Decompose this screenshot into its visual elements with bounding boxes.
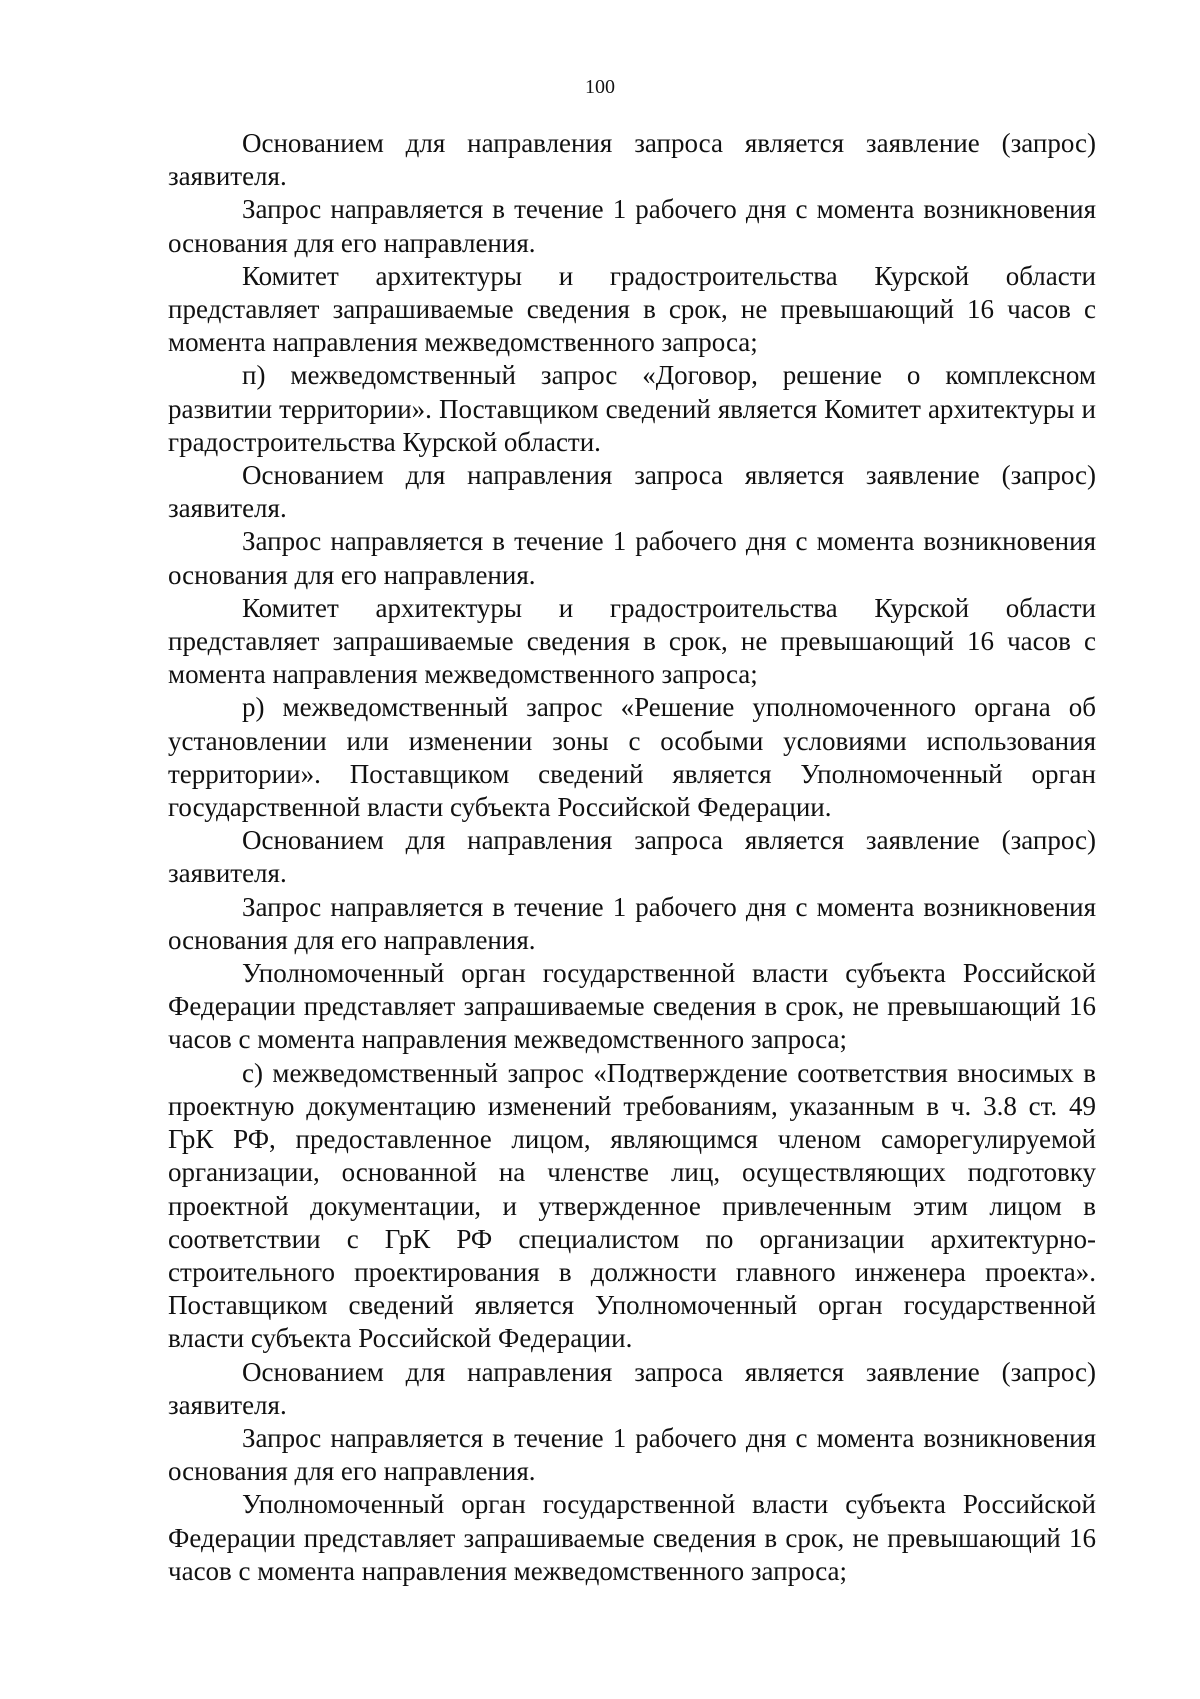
paragraph: Основанием для направления запроса является заявление (запрос) заявителя.: [168, 1356, 1096, 1420]
paragraph: п) межведомственный запрос «Договор, решение о комплексном развитии территории». Поставщиком сведений является Комитет архитектуры и градостроительства Курской области.: [168, 360, 1096, 457]
document-body: [168, 127, 1096, 1588]
paragraph: Уполномоченный орган государственной власти субъекта Российской Федерации представляет запрашиваемые сведения в срок, не превышающий 16 часов с момента направления межведомственного запроса;: [168, 1489, 1096, 1586]
paragraph: Основанием для направления запроса является заявление (запрос) заявителя.: [168, 825, 1096, 889]
paragraph: Комитет архитектуры и градостроительства Курской области представляет запрашиваемые сведения в срок, не превышающий 16 часов с момента направления межведомственного запроса;: [168, 592, 1096, 690]
paragraph: Уполномоченный орган государственной власти субъекта Российской Федерации представляет запрашиваемые сведения в срок, не превышающий 16 часов с момента направления межведомственного запроса;: [168, 958, 1096, 1055]
paragraph: Основанием для направления запроса является заявление (запрос) заявителя.: [168, 460, 1096, 524]
paragraph: Запрос направляется в течение 1 рабочего дня с момента возникновения основания для его направления.: [168, 526, 1096, 590]
paragraph: Запрос направляется в течение 1 рабочего дня с момента возникновения основания для его направления.: [168, 1422, 1096, 1487]
paragraph: Запрос направляется в течение 1 рабочего дня с момента возникновения основания для его направления.: [168, 891, 1096, 955]
paragraph: Запрос направляется в течение 1 рабочего дня с момента возникновения основания для его направления.: [168, 194, 1096, 258]
page-number: 100: [585, 76, 615, 98]
paragraph: с) межведомственный запрос «Подтверждение соответствия вносимых в проектную документацию изменений требованиям, указанным в ч. 3.8 ст. 49 ГрК РФ, предоставленное лицом, являющимся членом саморегулируемой организации, основанной на членстве лиц, осуществляющих подготовку проектной документации, и утвержденное привлеченным этим лицом в соответствии с ГрК РФ специалистом по организации архитектурно-строительного проектирования в должности главного инженера проекта». Поставщиком сведений является Уполномоченный орган государственной власти субъекта Российской Федерации.: [168, 1057, 1096, 1354]
paragraph: р) межведомственный запрос «Решение уполномоченного органа об установлении или изменении зоны с особыми условиями использования территории». Поставщиком сведений является Уполномоченный орган государственной власти субъекта Российской Федерации.: [168, 692, 1096, 823]
paragraph: Комитет архитектуры и градостроительства Курской области представляет запрашиваемые сведения в срок, не превышающий 16 часов с момента направления межведомственного запроса;: [168, 260, 1096, 358]
paragraph: Основанием для направления запроса является заявление (запрос) заявителя.: [168, 128, 1096, 192]
